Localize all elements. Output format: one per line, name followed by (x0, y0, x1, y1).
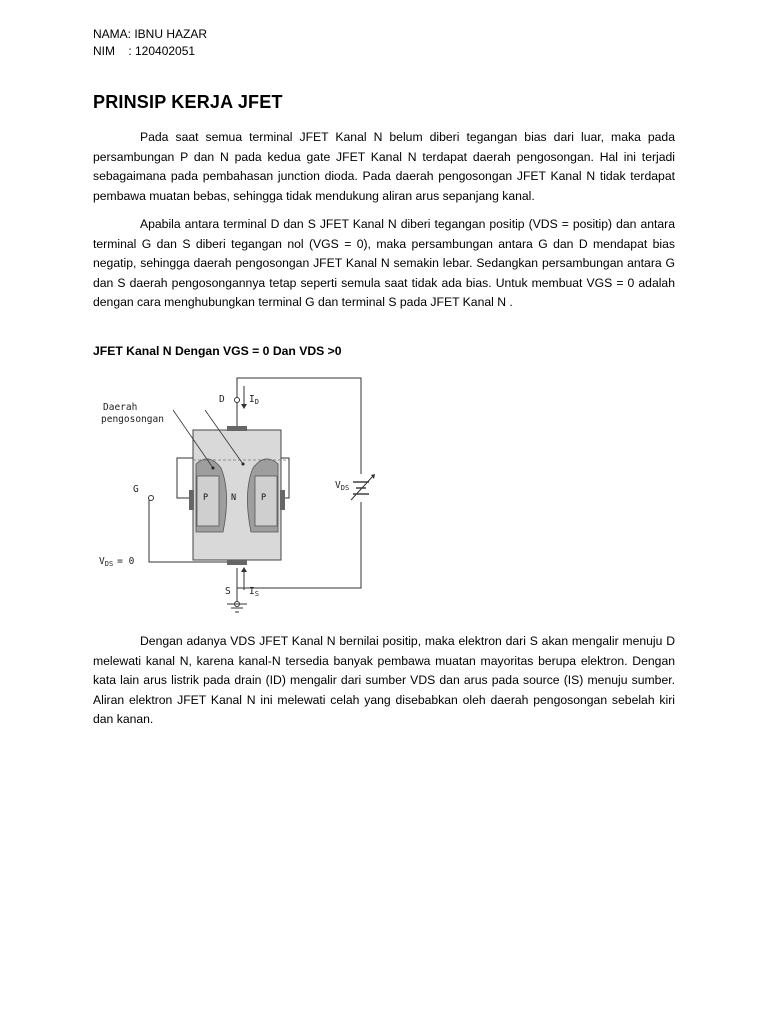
label-daerah: Daerah (103, 402, 138, 413)
author-header (93, 26, 207, 60)
page-title: PRINSIP KERJA JFET (93, 92, 283, 112)
figure-heading: JFET Kanal N Dengan VGS = 0 Dan VDS >0 (93, 344, 342, 358)
label-p-right: P (261, 493, 267, 503)
label-vds-zero-sub: DS (104, 560, 114, 568)
label-n-channel: N (231, 493, 237, 503)
label-vds-sub: DS (340, 484, 350, 492)
paragraph-intro-text: Pada saat semua terminal JFET Kanal N belum diberi tegangan bias dari luar, maka pada persambungan P dan N pada kedua gate JFET Kanal N terdapat daerah pengosongan. Hal ini terjadi sebagaimana pada pembahasan junction dioda. Pada daerah pengosongan JFET Kanal N tidak terdapat pembawa muatan bebas, sehingga tidak mendukung aliran arus sepanjang kanal. (93, 130, 675, 203)
label-id-sub: D (254, 398, 259, 406)
label-vds-main: V (335, 480, 341, 491)
label-vds-zero-main: V (99, 556, 105, 567)
paragraph-bias-text: Apabila antara terminal D dan S JFET Kanal N diberi tegangan positip (VDS = positip) dan antara terminal G dan S diberi tegangan nol (VGS = 0), maka persambungan antara G dan D mendapat bias negatip, sehingga daerah pengosongan JFET Kanal N semakin lebar. Sedangkan persambungan antara G dan S daerah pengosongannya tetap seperti semula saat tidak ada bias. Untuk membuat VGS = 0 adalah dengan cara menghubungkan terminal G dan terminal S pada JFET Kanal N . (93, 217, 675, 309)
jfet-diagram (93, 372, 393, 614)
paragraph-intro (93, 128, 675, 206)
student-id: NIM : 120402051 (93, 44, 196, 58)
label-id (249, 394, 259, 406)
label-source: S (225, 586, 231, 597)
paragraph-flow (93, 632, 675, 730)
label-is-sub: S (254, 590, 259, 598)
jfet-diagram-svg (93, 372, 393, 614)
label-vds (335, 480, 349, 492)
label-p-left: P (203, 493, 209, 503)
paragraph-flow-text: Dengan adanya VDS JFET Kanal N bernilai positip, maka elektron dari S akan mengalir menuju D melewati kanal N, karena kanal-N tersedia banyak pembawa muatan mayoritas berupa elektron. Dengan kata lain arus listrik pada drain (ID) mengalir dari sumber VDS dan arus pada source (IS) menuju sumber. Aliran elektron JFET Kanal N ini melewati celah yang disebabkan oleh daerah pengosongan sebelah kiri dan kanan. (93, 634, 675, 726)
label-drain: D (219, 394, 225, 405)
label-gate: G (133, 484, 139, 495)
label-is-main: I (249, 586, 255, 597)
author-name: NAMA: IBNU HAZAR (93, 27, 208, 41)
paragraph-bias (93, 215, 675, 313)
label-vds-zero-value: = 0 (117, 556, 135, 567)
label-pengosongan: pengosongan (101, 414, 164, 425)
label-vds-zero (99, 556, 135, 568)
label-id-main: I (249, 394, 255, 405)
